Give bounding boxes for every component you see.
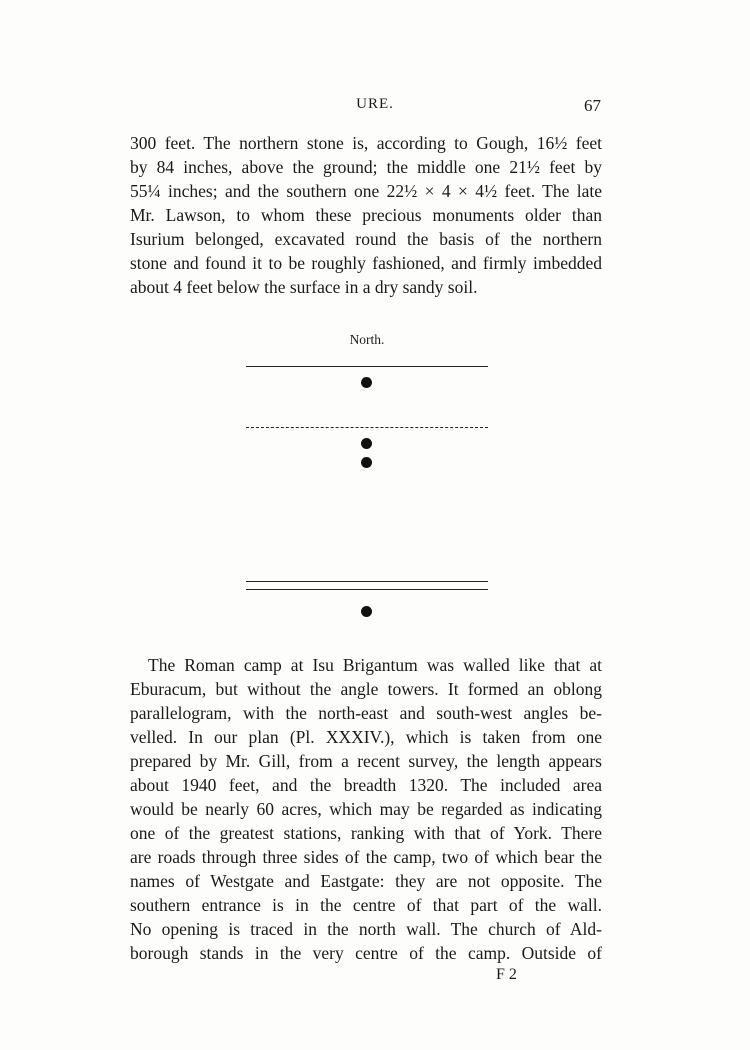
text-line: names of Westgate and Eastgate: they are not opposite. The bbox=[130, 871, 602, 891]
signature-mark: F 2 bbox=[496, 966, 517, 983]
text-line: No opening is traced in the north wall. The church of Ald- bbox=[130, 919, 602, 939]
solid-rule bbox=[246, 581, 488, 582]
text-line: southern entrance is in the centre of that part of the wall. bbox=[130, 895, 602, 915]
solid-rule bbox=[246, 589, 488, 590]
middle-stone-dot bbox=[361, 438, 372, 449]
text-line: 300 feet. The northern stone is, according to Gough, 16½ feet bbox=[130, 133, 602, 153]
text-line: stone and found it to be roughly fashioned, and firmly imbedded bbox=[130, 253, 602, 273]
paragraph-stones bbox=[130, 131, 602, 299]
text-line: velled. In our plan (Pl. XXXIV.), which is taken from one bbox=[130, 727, 602, 747]
text-line: 55¼ inches; and the southern one 22½ × 4 × 4½ feet. The late bbox=[130, 181, 602, 201]
text-line: parallelogram, with the north-east and south-west angles be- bbox=[130, 703, 602, 723]
text-line: about 4 feet below the surface in a dry sandy soil. bbox=[130, 277, 478, 297]
text-line: would be nearly 60 acres, which may be regarded as indicating bbox=[130, 799, 602, 819]
text-line: about 1940 feet, and the breadth 1320. The included area bbox=[130, 775, 602, 795]
text-line: Eburacum, but without the angle towers. It formed an oblong bbox=[130, 679, 602, 699]
paragraph-roman-camp bbox=[130, 653, 602, 965]
text-line: Isurium belonged, excavated round the basis of the northern bbox=[130, 229, 602, 249]
page-number: 67 bbox=[584, 96, 601, 115]
diagram-north-label: North. bbox=[349, 332, 385, 347]
text-line: prepared by Mr. Gill, from a recent survey, the length appears bbox=[130, 751, 602, 771]
text-line: one of the greatest stations, ranking with that of York. There bbox=[130, 823, 602, 843]
text-line: are roads through three sides of the camp, two of which bear the bbox=[130, 847, 602, 867]
middle-stone-dot bbox=[361, 457, 372, 468]
text-line: borough stands in the very centre of the camp. Outside of bbox=[130, 943, 602, 963]
text-line: The Roman camp at Isu Brigantum was walled like that at bbox=[148, 655, 602, 675]
solid-rule bbox=[246, 366, 488, 367]
text-line: Mr. Lawson, to whom these precious monuments older than bbox=[130, 205, 602, 225]
northern-stone-dot bbox=[361, 377, 372, 388]
running-title: URE. bbox=[356, 96, 394, 112]
dashed-rule bbox=[246, 427, 488, 428]
southern-stone-dot bbox=[361, 606, 372, 617]
text-line: by 84 inches, above the ground; the middle one 21½ feet by bbox=[130, 157, 602, 177]
